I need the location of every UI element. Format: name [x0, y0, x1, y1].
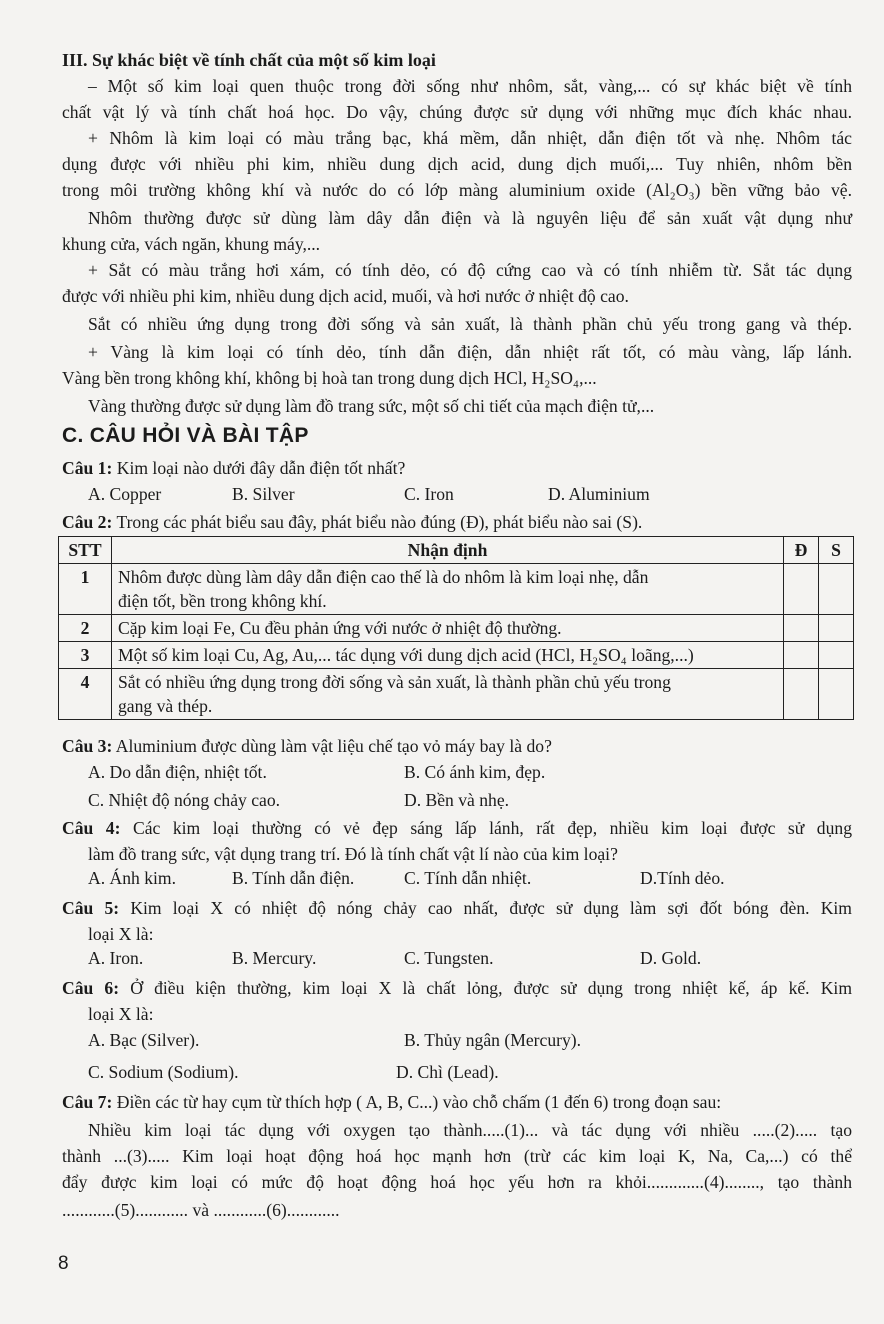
true-cell[interactable]: [784, 642, 819, 669]
paragraph-line: được với nhiều phi kim, nhiều dung dịch acid, muối, và hơi nước ở nhiệt độ cao.: [62, 286, 629, 306]
option-d[interactable]: D. Bền và nhẹ.: [404, 790, 510, 810]
section-c-title: C. CÂU HỎI VÀ BÀI TẬP: [62, 424, 309, 447]
question-label: Câu 1:: [62, 458, 113, 478]
option-a[interactable]: A. Do dẫn điện, nhiệt tốt.: [88, 762, 267, 782]
question-label: Câu 6:: [62, 978, 120, 998]
question-text-cont: làm đồ trang sức, vật dụng trang trí. Đó là tính chất vật lí nào của kim loại?: [88, 844, 618, 864]
question-text-cont: loại X là:: [88, 1004, 154, 1024]
row-number: 2: [59, 615, 112, 642]
header-stt: STT: [59, 537, 112, 564]
question-6: [62, 976, 852, 1000]
row-statement: Cặp kim loại Fe, Cu đều phản ứng với nước ở nhiệt độ thường.: [112, 615, 784, 642]
row-number: 4: [59, 669, 112, 720]
paragraph-line: Sắt có nhiều ứng dụng trong đời sống và sản xuất, là thành phần chủ yếu trong gang và thép.: [88, 314, 852, 334]
row-number: 3: [59, 642, 112, 669]
section-title: III. Sự khác biệt về tính chất của một số kim loại: [62, 50, 436, 70]
option-a[interactable]: A. Iron.: [88, 948, 144, 968]
fill-blank-line: thành ...(3)..... Kim loại hoạt động hoá học mạnh hơn (trừ các kim loại K, Na, Ca,...) có thể: [62, 1146, 852, 1166]
paragraph-line: Vàng thường được sử dụng làm đồ trang sức, một số chi tiết của mạch điện tử,...: [88, 396, 655, 416]
paragraph-line: Vàng bền trong không khí, không bị hoà tan trong dung dịch HCl, H₂SO₄,...: [62, 368, 597, 388]
question-4: [62, 816, 852, 840]
row-statement: Một số kim loại Cu, Ag, Au,... tác dụng với dung dịch acid (HCl, H₂SO₄ loãng,...): [112, 642, 784, 669]
question-2: [62, 510, 852, 534]
question-text: Kim loại nào dưới đây dẫn điện tốt nhất?: [116, 458, 406, 478]
paragraph-line: – Một số kim loại quen thuộc trong đời sống như nhôm, sắt, vàng,... có sự khác biệt về tính: [88, 76, 852, 96]
option-c[interactable]: C. Sodium (Sodium).: [88, 1062, 239, 1082]
option-c[interactable]: C. Iron: [404, 484, 454, 504]
option-a[interactable]: A. Copper: [88, 484, 162, 504]
paragraph-line: + Sắt có màu trắng hơi xám, có tính dẻo, có độ cứng cao và có tính nhiễm từ. Sắt tác dụng: [88, 260, 852, 280]
question-label: Câu 5:: [62, 898, 120, 918]
header-false: S: [819, 537, 854, 564]
row-number: 1: [59, 564, 112, 615]
row-statement: Nhôm được dùng làm dây dẫn điện cao thế là do nhôm là kim loại nhẹ, dẫn điện tốt, bền trong không khí.: [112, 564, 784, 615]
option-b[interactable]: B. Thủy ngân (Mercury).: [404, 1030, 582, 1050]
header-statement: Nhận định: [112, 537, 784, 564]
question-1: [62, 456, 852, 480]
option-c[interactable]: C. Tính dẫn nhiệt.: [404, 868, 532, 888]
question-text: Kim loại X có nhiệt độ nóng chảy cao nhất, được sử dụng làm sợi đốt bóng đèn. Kim: [130, 898, 852, 918]
table-row: [59, 615, 854, 642]
question-label: Câu 2:: [62, 512, 113, 532]
paragraph-line: Nhôm thường được sử dùng làm dây dẫn điện và là nguyên liệu để sản xuất vật dụng như: [88, 208, 852, 228]
question-text: Điền các từ hay cụm từ thích hợp ( A, B, C...) vào chỗ chấm (1 đến 6) trong đoạn sau:: [116, 1092, 722, 1112]
question-label: Câu 4:: [62, 818, 121, 838]
option-c[interactable]: C. Nhiệt độ nóng chảy cao.: [88, 790, 281, 810]
paragraph-line: + Nhôm là kim loại có màu trắng bạc, khá mềm, dẫn nhiệt, dẫn điện tốt và nhẹ. Nhôm tác: [88, 128, 852, 148]
option-c[interactable]: C. Tungsten.: [404, 948, 494, 968]
false-cell[interactable]: [819, 615, 854, 642]
option-b[interactable]: B. Silver: [232, 484, 295, 504]
false-cell[interactable]: [819, 669, 854, 720]
option-d[interactable]: D.Tính dẻo.: [640, 868, 725, 888]
option-b[interactable]: B. Mercury.: [232, 948, 317, 968]
question-label: Câu 7:: [62, 1092, 113, 1112]
question-text: Aluminium được dùng làm vật liệu chế tạo vỏ máy bay là do?: [115, 736, 552, 756]
true-cell[interactable]: [784, 669, 819, 720]
true-cell[interactable]: [784, 564, 819, 615]
option-b[interactable]: B. Có ánh kim, đẹp.: [404, 762, 546, 782]
table-row: [59, 564, 854, 615]
option-d[interactable]: D. Aluminium: [548, 484, 650, 504]
fill-blank-line: đẩy được kim loại có mức độ hoạt động hoá học yếu hơn ra khỏi.............(4)........, tạo thành: [62, 1172, 852, 1192]
option-d[interactable]: D. Gold.: [640, 948, 702, 968]
table-row: [59, 642, 854, 669]
page-number: 8: [58, 1253, 69, 1274]
table-row: [59, 669, 854, 720]
option-a[interactable]: A. Ánh kim.: [88, 868, 176, 888]
question-7: [62, 1090, 852, 1114]
false-cell[interactable]: [819, 642, 854, 669]
option-d[interactable]: D. Chì (Lead).: [396, 1062, 499, 1082]
question-text: Ở điều kiện thường, kim loại X là chất lỏng, được sử dụng trong nhiệt kế, áp kế. Kim: [130, 978, 853, 998]
question-label: Câu 3:: [62, 736, 113, 756]
false-cell[interactable]: [819, 564, 854, 615]
paragraph-line: dụng được với nhiều phi kim, nhiều dung dịch acid, dung dịch muối,... Tuy nhiên, nhôm bền: [62, 154, 852, 174]
question-3: [62, 734, 852, 758]
paragraph-line: + Vàng là kim loại có tính dẻo, tính dẫn điện, dẫn nhiệt rất tốt, có màu vàng, lấp lánh.: [88, 342, 852, 362]
option-b[interactable]: B. Tính dẫn điện.: [232, 868, 355, 888]
statement-table: [58, 536, 854, 720]
question-text: Các kim loại thường có vẻ đẹp sáng lấp lánh, rất đẹp, nhiều kim loại được sử dụng: [132, 818, 852, 838]
header-true: Đ: [784, 537, 819, 564]
paragraph-line: chất vật lý và tính chất hoá học. Do vậy, chúng được sử dụng với những mục đích khác nhau.: [62, 102, 852, 122]
question-text-cont: loại X là:: [88, 924, 154, 944]
fill-blank-line: ............(5)............ và ............(6)............: [62, 1200, 340, 1220]
option-a[interactable]: A. Bạc (Silver).: [88, 1030, 200, 1050]
question-5: [62, 896, 852, 920]
fill-blank-line: Nhiều kim loại tác dụng với oxygen tạo thành.....(1)... và tác dụng với nhiều .....(2)..... tạo: [88, 1120, 852, 1140]
row-statement: Sắt có nhiều ứng dụng trong đời sống và sản xuất, là thành phần chủ yếu trong gang và thép.: [112, 669, 784, 720]
paragraph-line: trong môi trường không khí và nước do có lớp màng aluminium oxide (Al₂O₃) bền vững bảo vệ.: [62, 180, 852, 200]
true-cell[interactable]: [784, 615, 819, 642]
paragraph-line: khung cửa, vách ngăn, khung máy,...: [62, 234, 321, 254]
question-text: Trong các phát biểu sau đây, phát biểu nào đúng (Đ), phát biểu nào sai (S).: [116, 512, 643, 532]
table-header: [59, 537, 854, 564]
